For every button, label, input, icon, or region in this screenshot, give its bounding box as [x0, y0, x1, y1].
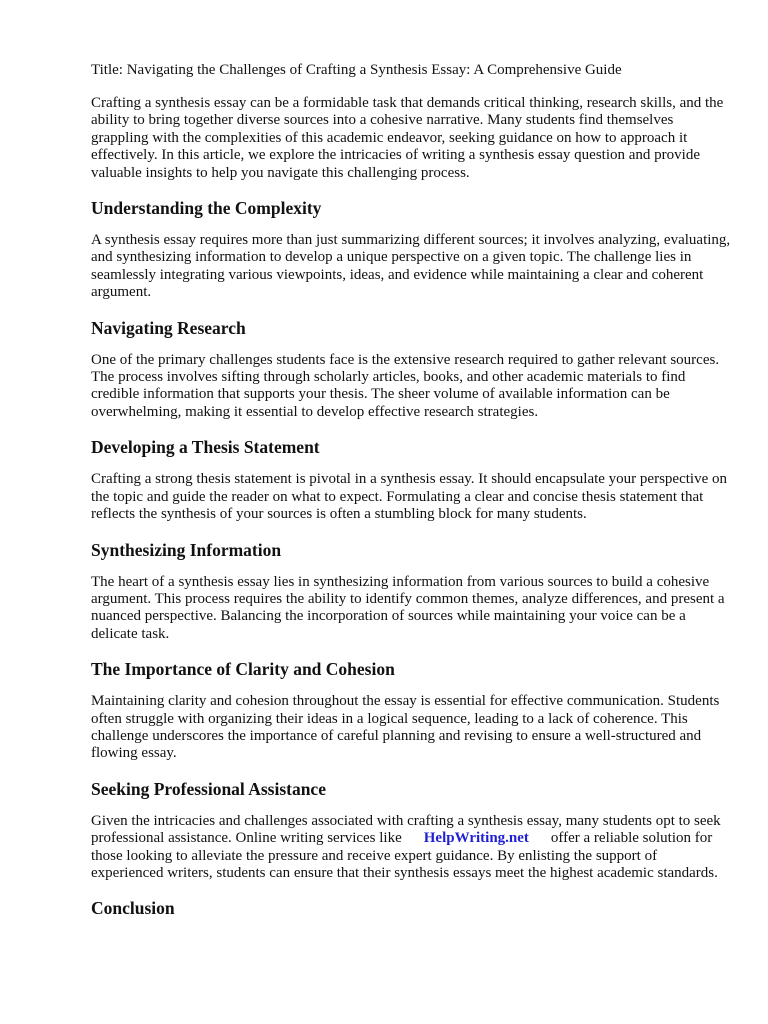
document-page — [91, 60, 731, 919]
assistance-text-before-link: Given the intricacies and challenges associated with crafting a synthesis essay, many students opt to seek professional assistance. Online writing services like — [91, 812, 721, 847]
section-heading-thesis: Developing a Thesis Statement — [91, 437, 320, 458]
section-body-thesis: Crafting a strong thesis statement is pivotal in a synthesis essay. It should encapsulate your perspective on the topic and guide the reader on what to expect. Formulating a clear and concise thesis statement that reflects the synthesis of your sources is often a stumbling block for many students. — [91, 471, 727, 523]
helpwriting-link[interactable]: HelpWriting.net — [423, 830, 529, 847]
section-body-clarity: Maintaining clarity and cohesion throughout the essay is essential for effective communication. Students often struggle with organizing their ideas in a logical sequence, leading to a lack of coherence. This challenge underscores the importance of careful planning and revising to ensure a well-structured and flowing essay. — [91, 693, 720, 762]
section-body-research: One of the primary challenges students face is the extensive research required to gather relevant sources. The process involves sifting through scholarly articles, books, and other academic materials to find credible information that supports your thesis. The sheer volume of available information can be overwhelming, making it essential to develop effective research strategies. — [91, 351, 720, 420]
section-heading-understanding: Understanding the Complexity — [91, 198, 322, 219]
intro-paragraph: Crafting a synthesis essay can be a formidable task that demands critical thinking, research skills, and the ability to bring together diverse sources into a cohesive narrative. Many students find themselves grappling with the complexities of this academic endeavor, seeking guidance on how to approach it effectively. In this article, we explore the intricacies of writing a synthesis essay question and provide valuable insights to help you navigate this challenging process. — [91, 95, 724, 181]
section-body-assistance — [91, 813, 731, 883]
section-body-synthesizing: The heart of a synthesis essay lies in synthesizing information from various sources to build a cohesive argument. This process requires the ability to identify common themes, analyze differences, and present a nuanced perspective. Balancing the incorporation of sources while maintaining your voice can be a delicate task. — [91, 573, 725, 642]
section-heading-conclusion: Conclusion — [91, 898, 175, 919]
assistance-text-after-link: offer a reliable solution for those looking to alleviate the pressure and receive expert guidance. By enlisting the support of experienced writers, students can ensure that their synthesis essays meet the highest academic standards. — [91, 830, 718, 881]
section-heading-research: Navigating Research — [91, 317, 246, 338]
document-title: Title: Navigating the Challenges of Crafting a Synthesis Essay: A Comprehensive Guide — [91, 62, 622, 78]
section-heading-synthesizing: Synthesizing Information — [91, 539, 282, 560]
section-body-understanding: A synthesis essay requires more than just summarizing different sources; it involves analyzing, evaluating, and synthesizing information to develop a unique perspective on a given topic. The challenge lies in seamlessly integrating various viewpoints, ideas, and evidence while maintaining a clear and coherent argument. — [91, 232, 731, 301]
section-heading-assistance: Seeking Professional Assistance — [91, 778, 326, 799]
section-heading-clarity: The Importance of Clarity and Cohesion — [91, 659, 395, 680]
